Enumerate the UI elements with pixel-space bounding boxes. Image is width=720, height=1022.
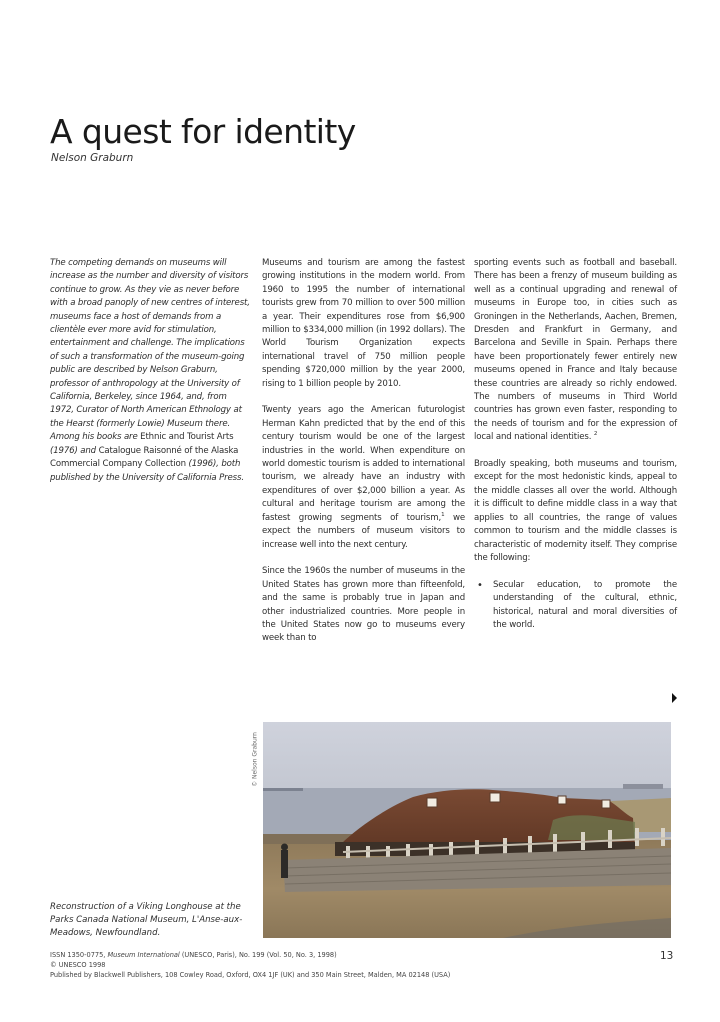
issue-info: (UNESCO, Paris), No. 199 (Vol. 50, No. 3, 1998) (179, 951, 337, 959)
longhouse-photo (263, 722, 671, 938)
copyright-line: © UNESCO 1998 (50, 961, 106, 969)
paragraph-text: sporting events such as football and baseball. There has been a frenzy of museum building as well as a continual upgrading and renewal of museums in Europe too, in cities such as Groningen in the Netherlands, Aachen, Bremen, Dresden and Frankfurt in Germany, and Barcelona and Seville in Spain. Perhaps there have been proportionately fewer entirely new museums opened in France and Italy because these countries are already so richly endowed. The numbers of museums in Third World countries has grown even faster, responding to the needs of tourism and for the expression of local and national identities. (474, 258, 677, 443)
body-column-2 (262, 257, 465, 659)
body-paragraph-1: Museums and tourism are among the fastest growing institutions in the modern world. From 1960 to 1995 the number of international tourists grew from 70 million to over 500 million a year. Their expenditures rose from $6,900 million to $334,000 million (in 1992 dollars). The World Tourism Organization expects international travel of 750 million people spending $720,000 million by the year 2000, rising to 1 billion people by 2010. (262, 258, 465, 389)
figure-caption: Reconstruction of a Viking Longhouse at the Parks Canada National Museum, L'Anse-aux-Meadows, Newfoundland. (50, 902, 243, 938)
abstract-text: (1996), both published by the University of California Press. (50, 459, 244, 483)
body-column-3 (474, 257, 677, 632)
abstract-paragraph (50, 257, 250, 485)
issn-text: ISSN 1350-0775, (50, 951, 108, 959)
publisher-line: Published by Blackwell Publishers, 108 Cowley Road, Oxford, OX4 1JF (UK) and 350 Main Street, Malden, MA 02148 (USA) (50, 971, 451, 979)
abstract-text: The competing demands on museums will increase as the number and diversity of visitors continue to grow. As they vie as never before with a broad panoply of new centres of interest, museums face a host of demands from a clientèle ever more avid for stimulation, entertainment and challenge. The implications of such a transformation of the museum-going public are described by Nelson Graburn, professor of anthropology at the University of California, Berkeley, since 1964, and, from 1972, Curator of North American Ethnology at the Hearst (formerly Lowie) Museum there. Among his books are (50, 258, 250, 443)
article-title: A quest for identity (50, 112, 356, 151)
longhouse-illustration (263, 722, 671, 938)
footnote-ref-2[interactable]: 2 (593, 431, 598, 438)
footnote-ref-1[interactable]: 1 (441, 511, 445, 518)
photo-credit-text: © Nelson Graburn (251, 732, 259, 787)
journal-name: Museum International (107, 951, 180, 959)
book-title-1: Ethnic and Tourist Arts (140, 432, 234, 443)
body-paragraph-2 (262, 404, 465, 551)
list-item-text: Secular education, to promote the understanding of the cultural, ethnic, historical, natural and moral diversities of the world. (493, 579, 677, 630)
page-footer (50, 950, 680, 980)
bullet-icon: • (477, 579, 483, 591)
paragraph-text: we expect the numbers of museum visitors to increase well into the next century. (262, 512, 465, 550)
page-number: 13 (660, 950, 674, 962)
list-item (474, 579, 677, 633)
values-list (474, 579, 677, 633)
paragraph-text: Twenty years ago the American futurologist Herman Kahn predicted that by the end of this century tourism would be one of the largest industries in the world. When expenditure on world domestic tourism is added to international tourism, we already have an industry with expenditures of over $2,000 billion a year. As cultural and heritage tourism are among the fastest growing segments of tourism, (262, 405, 465, 523)
abstract-column (50, 257, 250, 498)
abstract-text: (1976) and (50, 445, 99, 456)
body-paragraph-3-start: Since the 1960s the number of museums in the United States has grown more than fifteenfold, and the same is probably true in Japan and other industrialized countries. More people in the United States now go to museums every week than to (262, 566, 465, 644)
body-paragraph-4: Broadly speaking, both museums and tourism, except for the most hedonistic kinds, appeal to the middle classes all over the world. Although it is difficult to define middle class in a way that applies to all countries, the range of values common to tourism and the middle classes is characteristic of modernity itself. They comprise the following: (474, 459, 677, 563)
issn-line (50, 950, 680, 960)
body-paragraph-3-end (474, 257, 677, 445)
photo-credit (248, 722, 260, 802)
article-author: Nelson Graburn (51, 152, 134, 164)
book-title-2: Catalogue Raisonné of the Alaska Commercial Company Collection (50, 445, 239, 470)
continue-arrow-icon (672, 693, 677, 703)
